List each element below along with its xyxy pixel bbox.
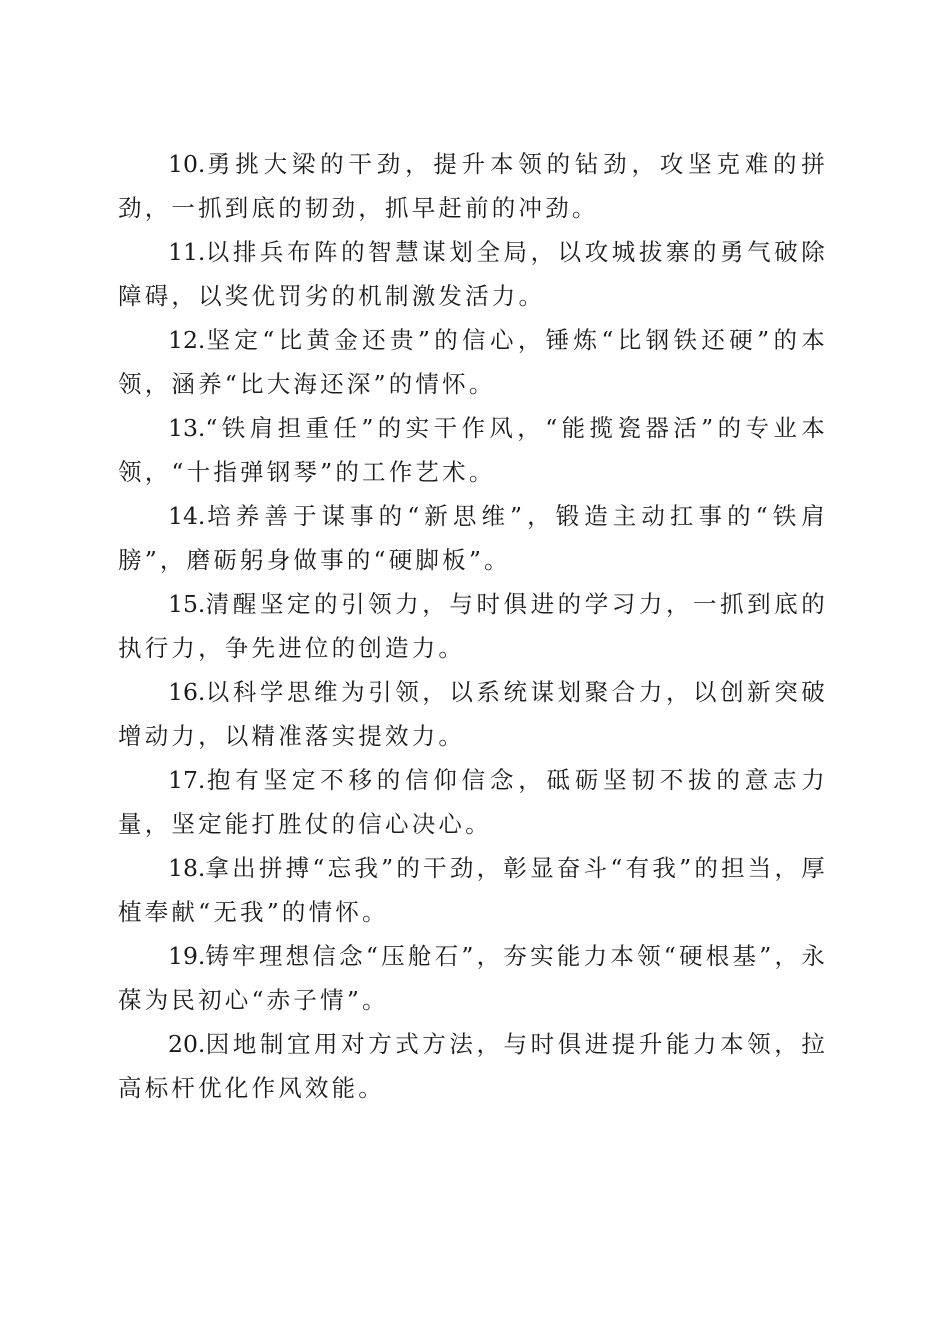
item-text: 抱有坚定不移的信仰信念，砥砺坚韧不拔的意志力量，坚定能打胜仗的信心决心。 [118, 766, 828, 838]
item-text: 勇挑大梁的干劲，提升本领的钻劲，攻坚克难的拼劲，一抓到底的韧劲，抓早赶前的冲劲。 [118, 150, 828, 222]
item-number: 11. [168, 238, 206, 266]
list-item [118, 1022, 828, 1110]
item-text: “铁肩担重任”的实干作风，“能揽瓷器活”的专业本领，“十指弹钢琴”的工作艺术。 [118, 414, 828, 486]
item-number: 16. [168, 678, 206, 706]
list-item [118, 230, 828, 318]
item-number: 12. [168, 326, 206, 354]
item-text: 拿出拼搏“忘我”的干劲，彰显奋斗“有我”的担当，厚植奉献“无我”的情怀。 [118, 854, 828, 926]
list-item [118, 934, 828, 1022]
item-text: 铸牢理想信念“压舱石”，夯实能力本领“硬根基”，永葆为民初心“赤子情”。 [118, 942, 828, 1014]
item-text: 以科学思维为引领，以系统谋划聚合力，以创新突破增动力，以精准落实提效力。 [118, 678, 828, 750]
item-number: 19. [168, 942, 206, 970]
item-number: 14. [168, 502, 206, 530]
list-item [118, 142, 828, 230]
item-text: 培养善于谋事的“新思维”，锻造主动扛事的“铁肩膀”，磨砺躬身做事的“硬脚板”。 [118, 502, 828, 574]
list-item [118, 758, 828, 846]
list-item [118, 582, 828, 670]
item-number: 13. [168, 414, 206, 442]
item-number: 17. [168, 766, 206, 794]
list-item [118, 670, 828, 758]
item-number: 20. [168, 1030, 206, 1058]
list-item [118, 406, 828, 494]
item-number: 10. [168, 150, 206, 178]
item-text: 清醒坚定的引领力，与时俱进的学习力，一抓到底的执行力，争先进位的创造力。 [118, 590, 828, 662]
item-text: 以排兵布阵的智慧谋划全局，以攻城拔寨的勇气破除障碍，以奖优罚劣的机制激发活力。 [118, 238, 828, 310]
list-item [118, 318, 828, 406]
list-item [118, 494, 828, 582]
item-text: 坚定“比黄金还贵”的信心，锤炼“比钢铁还硬”的本领，涵养“比大海还深”的情怀。 [118, 326, 828, 398]
item-number: 18. [168, 854, 206, 882]
item-number: 15. [168, 590, 206, 618]
item-text: 因地制宜用对方式方法，与时俱进提升能力本领，拉高标杆优化作风效能。 [118, 1030, 828, 1102]
document-body [118, 142, 828, 1110]
list-item [118, 846, 828, 934]
